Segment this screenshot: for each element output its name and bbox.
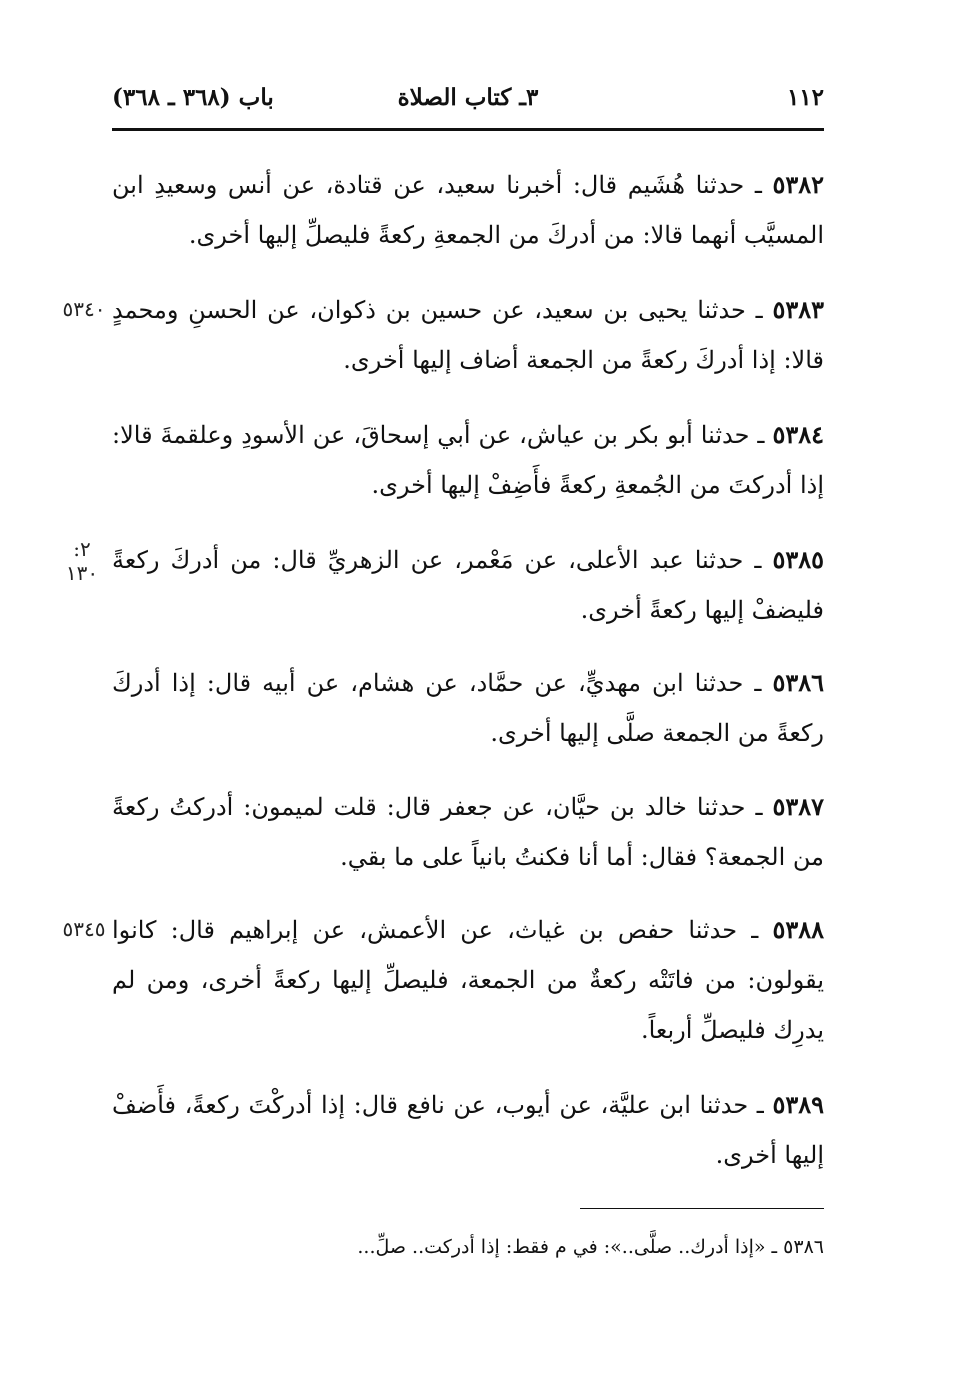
margin-note: ٥٣٤٥ bbox=[62, 917, 106, 941]
hadith-number: ٥٣٨٤ bbox=[772, 420, 824, 449]
hadith-number: ٥٣٨٩ bbox=[772, 1090, 824, 1119]
hadith-5387 bbox=[112, 782, 824, 882]
hadith-text: ـ حدثنا ابن عليَّة، عن أيوب، عن نافع قال: إذا أدركْتَ ركعةً، فأَضفْ إليها أخرى. bbox=[112, 1091, 824, 1169]
header-divider bbox=[112, 128, 824, 131]
hadith-5389 bbox=[112, 1080, 824, 1180]
hadith-number: ٥٣٨٣ bbox=[772, 295, 824, 324]
hadith-text: ـ حدثنا حفص بن غياث، عن الأعمش، عن إبراهيم قال: كانوا يقولون: من فاتَتْه ركعةٌ من الجمعة، فليصلِّ إليها ركعةً أخرى، ومن لم يدرِك فليصلِّ أربعاً. bbox=[112, 916, 824, 1044]
hadith-5382 bbox=[112, 160, 824, 260]
chapter-title: باب (٣٦٨ ـ ٣٦٨) bbox=[112, 84, 274, 111]
hadith-text: ـ حدثنا عبد الأعلى، عن مَعْمر، عن الزهريِّ قال: من أدركَ ركعةً فليضفْ إليها ركعةً أخرى. bbox=[112, 546, 824, 624]
hadith-number: ٥٣٨٧ bbox=[772, 792, 824, 821]
margin-note: ٢: ١٣٠ bbox=[65, 537, 99, 585]
hadith-text: ـ حدثنا يحيى بن سعيد، عن حسين بن ذكوان، عن الحسنِ ومحمدٍ قالا: إذا أدركَ ركعةً من الجمعة أضاف إليها أخرى. bbox=[112, 296, 824, 374]
page-header bbox=[112, 84, 824, 124]
footnote: ٥٣٨٦ ـ «إذا أدرك.. صلَّى..»: في م فقط: إذا أدركت.. صلِّ... bbox=[357, 1236, 824, 1258]
hadith-5384 bbox=[112, 410, 824, 510]
hadith-5385 bbox=[112, 535, 824, 635]
book-title: ٣ـ كتاب الصلاة bbox=[397, 84, 539, 111]
hadith-5383 bbox=[112, 285, 824, 385]
hadith-text: ـ حدثنا هُشَيم قال: أخبرنا سعيد، عن قتادة، عن أنس وسعيدِ ابن المسيَّب أنهما قالا: من أدركَ من الجمعةِ ركعةً فليصلِّ إليها أخرى. bbox=[112, 171, 824, 249]
hadith-text: ـ حدثنا أبو بكر بن عياش، عن أبي إسحاقَ، عن الأسودِ وعلقمةَ قالا: إذا أدركتَ من الجُمعةِ ركعةً فأَضِفْ إليها أخرى. bbox=[112, 421, 824, 499]
hadith-text: ـ حدثنا ابن مهديٍّ، عن حمَّاد، عن هشام، عن أبيه قال: إذا أدركَ ركعةً من الجمعة صلَّى إليها أخرى. bbox=[112, 669, 824, 747]
hadith-5386 bbox=[112, 658, 824, 758]
hadith-number: ٥٣٨٢ bbox=[772, 170, 824, 199]
footnote-divider bbox=[580, 1208, 824, 1209]
page-number: ١١٢ bbox=[786, 84, 824, 111]
hadith-number: ٥٣٨٦ bbox=[772, 668, 824, 697]
hadith-number: ٥٣٨٥ bbox=[772, 545, 824, 574]
hadith-text: ـ حدثنا خالد بن حيَّان، عن جعفر قال: قلت لميمون: أدركتُ ركعةً من الجمعة؟ فقال: أما أنا فكنتُ بانياً على ما بقي. bbox=[112, 793, 824, 871]
margin-note: ٥٣٤٠ bbox=[62, 297, 106, 321]
hadith-5388 bbox=[112, 905, 824, 1055]
hadith-number: ٥٣٨٨ bbox=[772, 915, 824, 944]
